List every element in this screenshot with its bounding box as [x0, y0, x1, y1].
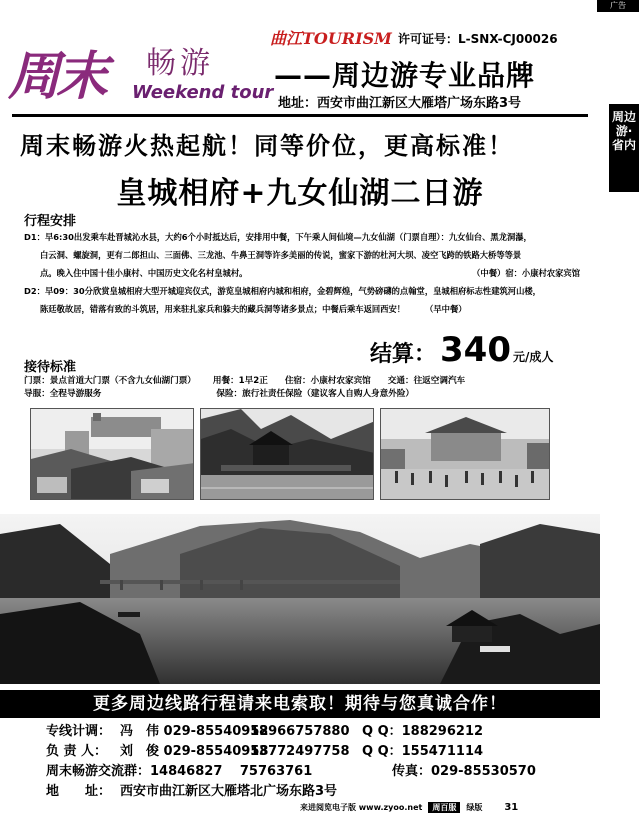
price-unit: 元/成人	[513, 350, 554, 364]
route-title: 皇城相府+九女仙湖二日游	[116, 176, 484, 211]
itinerary-label: 行程安排	[24, 214, 77, 229]
footer	[300, 800, 639, 814]
photo-lake-panorama	[0, 514, 600, 684]
footer-text: 来进阅览电子版 www.zyoo.net	[300, 802, 423, 812]
itinerary-meal: （中餐）宿：小康村农家宾馆	[472, 268, 580, 278]
license-number: 许可证号：L-SNX-CJ00026	[398, 32, 558, 46]
service-standards	[24, 375, 584, 401]
contact-row: 地 址： 西安市曲江新区大雁塔北广场东路3号	[46, 784, 338, 799]
contacts	[46, 722, 566, 802]
side-tab-category: 周边游·省内	[609, 104, 639, 192]
itinerary	[24, 228, 580, 318]
contact-banner: 更多周边线路行程请来电索取！期待与您真诚合作！	[0, 690, 600, 718]
page-number: 31	[504, 801, 519, 813]
tagline: ——周边游专业品牌	[274, 59, 536, 92]
price-value: 340	[440, 330, 511, 370]
contact-row: 专线计调： 冯 伟 029-85540952 18966757880 Q Q：188296212	[46, 724, 484, 739]
logo-en: Weekend tour	[132, 82, 274, 103]
photo-ceremony	[380, 408, 550, 500]
logo-cn-primary: 周末	[8, 46, 105, 107]
photo-village	[30, 408, 194, 500]
contact-row: 周末畅游交流群：14846827 75763761 传真：029-85530570	[46, 764, 536, 779]
headline: 周末畅游火热起航！同等价位，更高标准！	[20, 131, 514, 160]
itinerary-line: 陈廷敬故居，错落有致的斗筑居，用来驻扎家兵和躲夫的藏兵洞等诸多景点；中餐后乘车返回西安！ （早中餐）	[24, 300, 580, 318]
header-address: 地址：西安市曲江新区大雁塔广场东路3号	[278, 96, 522, 111]
service-label: 接待标准	[24, 360, 77, 375]
service-tickets: 门票：景点首道大门票（不含九女仙湖门票）	[24, 376, 196, 386]
service-hotel: 住宿：小康村农家宾馆	[284, 376, 371, 386]
ad-tag: 广告	[597, 0, 639, 12]
service-transport: 交通：往返空调汽车	[387, 376, 466, 386]
price	[370, 330, 553, 370]
contact-row: 负 责 人： 刘 俊 029-85540958 13772497758 Q Q：155471114	[46, 744, 484, 759]
price-label: 结算：	[370, 342, 437, 367]
logo-cn-secondary: 畅游	[146, 46, 214, 81]
itinerary-line: 白云洞、螺旋洞，更有二郎担山、三面佛、三龙池、牛鼻王洞等许多美丽的传说，蜜家下游的杜河大坝、凌空飞跨的铁路大桥等等景	[40, 250, 522, 260]
footer-pill: 周百服	[428, 802, 460, 813]
service-meals: 用餐：1早2正	[212, 376, 268, 386]
itinerary-meal: （早中餐）	[425, 304, 467, 314]
footer-edition: 绿版	[466, 802, 483, 812]
brand-logo: 曲江TOURISM	[270, 29, 392, 48]
itinerary-line: D1：早6:30出发乘车赴晋城沁水县，大约6个小时抵达后，安排用中餐，下午乘人间仙境—九女仙湖（门票自理）：九女仙台、黑龙洞瀑，	[24, 232, 532, 242]
itinerary-line: D2：早09：30分欣赏皇城相府大型开城迎宾仪式，游览皇城相府内城和相府，金碧辉煌，气势磅礴的点翰堂，皇城相府标志性建筑河山楼，	[24, 286, 541, 296]
itinerary-line: 点。晚入住中国十佳小康村、中国历史文化名村皇城村。 （中餐）宿：小康村农家宾馆	[24, 264, 580, 282]
service-insurance: 保险：旅行社责任保险（建议客人自购人身意外险）	[216, 389, 415, 399]
header	[0, 10, 600, 110]
photo-lake-pavilion	[200, 408, 374, 500]
divider-top	[12, 114, 588, 117]
service-guide: 导服：全程导游服务	[24, 389, 102, 399]
